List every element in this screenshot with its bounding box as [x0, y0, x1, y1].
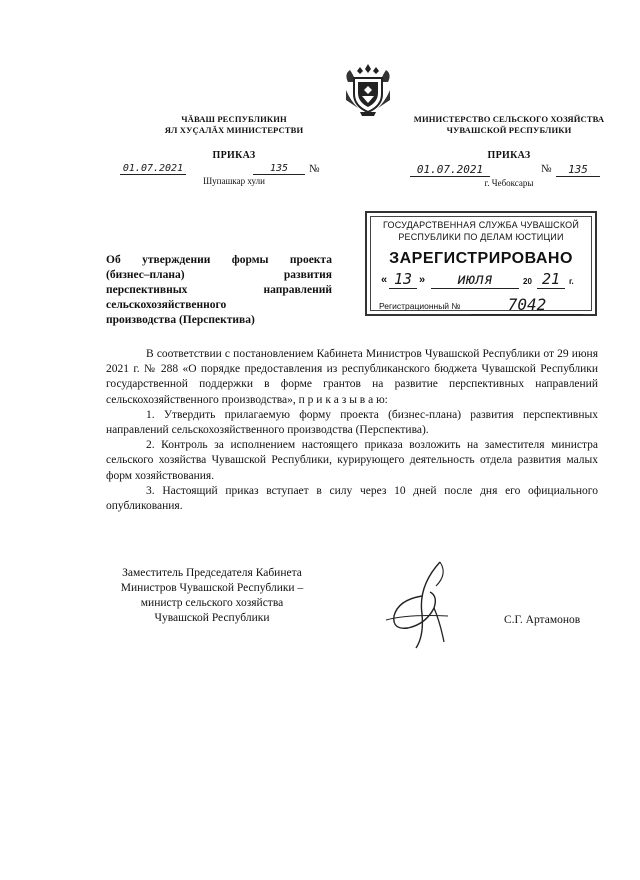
title-word: направлений [263, 284, 332, 296]
signatory-line: Чувашской Республики [154, 612, 270, 624]
stamp-quote-open: « [381, 274, 388, 286]
title-word: развития [283, 269, 332, 281]
header-right-date: 01.07.2021 [410, 163, 490, 177]
title-word: (бизнес–плана) [106, 269, 185, 281]
document-body [106, 347, 598, 514]
body-paragraph-1: В соответствии с постановлением Кабинета Министров Чувашской Республики от 29 июня 2021 г. № 288 «О порядке предоставления из республиканского бюджета Чувашской Республики государственной поддержки в форме грантов на развитие перспективных направлений сельскохозяйственного производства», п р и к а з ы в а ю: [106, 348, 598, 406]
header-right-order-title: ПРИКАЗ [487, 150, 531, 161]
header-left-number: 135 [253, 163, 305, 175]
title-word: проекта [289, 254, 332, 266]
stamp-month: июля [431, 270, 519, 289]
body-paragraph-3: 2. Контроль за исполнением настоящего приказа возложить на заместителя министра сельского хозяйства Чувашской Республики, курирующего деятельность отдела развития малых форм хозяйствования. [106, 439, 598, 482]
stamp-reg-number: 7042 [471, 295, 583, 315]
header-left-line1: ЧĂВАШ РЕСПУБЛИКИН [181, 114, 287, 124]
stamp-year-suffix: 21 [537, 270, 565, 289]
stamp-line2: РЕСПУБЛИКИ ПО ДЕЛАМ ЮСТИЦИИ [398, 232, 564, 242]
signatory-name: С.Г. Артамонов [504, 614, 581, 626]
signatory-line: Заместитель Председателя Кабинета [122, 567, 302, 579]
header-right-number-sign: № [541, 163, 552, 175]
header-left-number-sign: № [309, 163, 320, 175]
coat-of-arms-emblem [340, 60, 396, 118]
signature-scribble-icon [378, 556, 468, 650]
stamp-year-unit: г. [569, 277, 574, 286]
title-word: утверждении [142, 254, 211, 266]
registration-stamp [365, 211, 597, 316]
stamp-day: 13 [389, 270, 417, 289]
header-right-line1: МИНИСТЕРСТВО СЕЛЬСКОГО ХОЗЯЙСТВА [413, 114, 605, 124]
title-word: перспективных [106, 284, 188, 296]
header-right-line2: ЧУВАШСКОЙ РЕСПУБЛИКИ [446, 125, 572, 135]
title-word: Об [106, 254, 121, 266]
title-line: производства (Перспектива) [106, 314, 255, 326]
document-title [106, 253, 332, 328]
handwritten-signature [378, 556, 468, 650]
title-word: формы [231, 254, 269, 266]
stamp-reg-label: Регистрационный № [379, 301, 461, 311]
stamp-line1: ГОСУДАРСТВЕННАЯ СЛУЖБА ЧУВАШСКОЙ [382, 220, 580, 230]
header-right-number: 135 [556, 163, 600, 177]
stamp-year-prefix: 20 [523, 277, 532, 286]
signatory-line: министр сельского хозяйства [140, 597, 284, 609]
header-left-line2: ЯЛ ХУÇАЛĂХ МИНИСТЕРСТВИ [164, 125, 304, 135]
header-left-city: Шупашкар хули [203, 176, 265, 186]
stamp-inner-frame [370, 216, 592, 314]
header-left-date: 01.07.2021 [120, 163, 186, 175]
header-right-city: г. Чебоксары [484, 178, 534, 188]
chuvash-coat-of-arms-icon [340, 60, 396, 118]
signatory-title [106, 566, 318, 626]
stamp-quote-close: » [419, 274, 426, 286]
title-line: сельскохозяйственного [106, 299, 227, 311]
body-paragraph-4: 3. Настоящий приказ вступает в силу через 10 дней после дня его официального опубликования. [106, 484, 598, 513]
stamp-registered: ЗАРЕГИСТРИРОВАНО [389, 250, 573, 267]
header-left-order-title: ПРИКАЗ [212, 150, 256, 161]
signatory-line: Министров Чувашской Республики – [120, 582, 304, 594]
body-paragraph-2: 1. Утвердить прилагаемую форму проекта (бизнес-плана) развития перспективных направлений сельскохозяйственного производства (Перспектива). [106, 408, 598, 437]
